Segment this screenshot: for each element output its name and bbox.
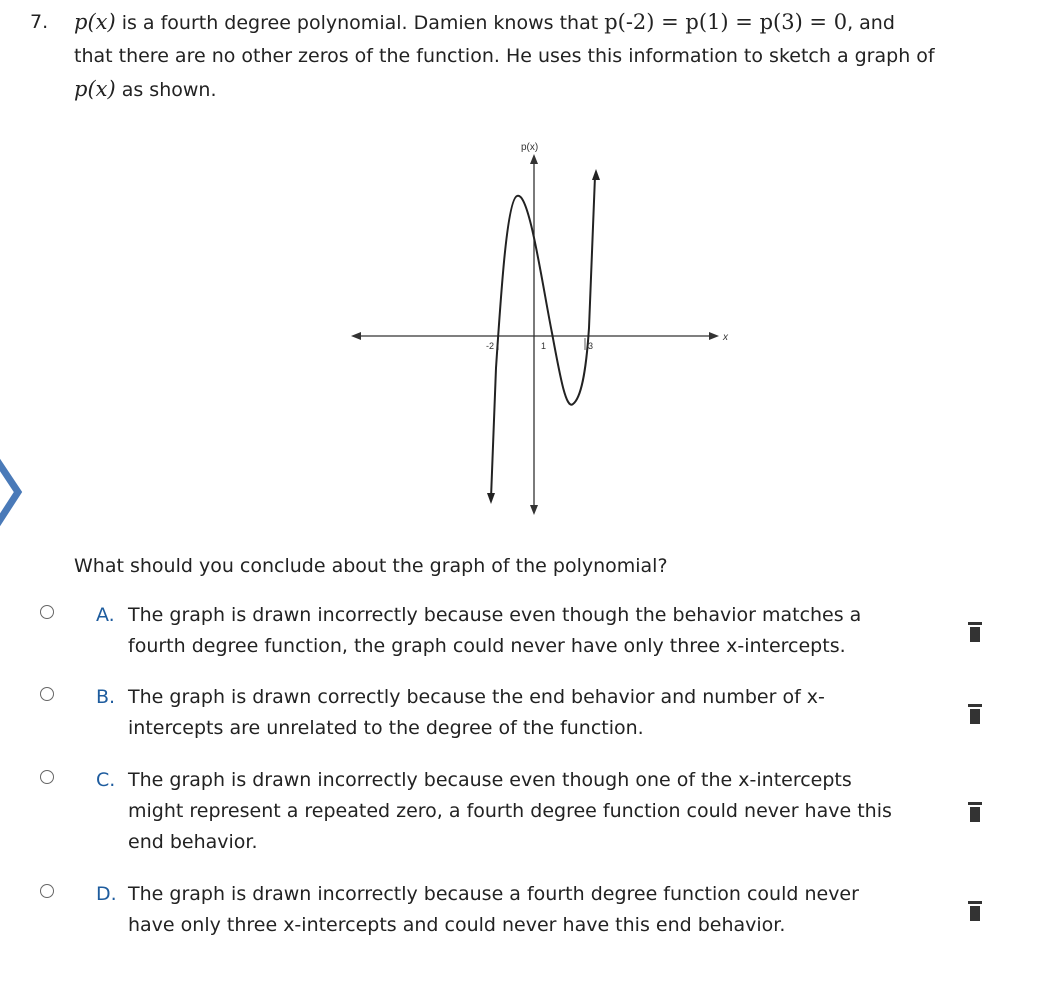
choice-b-line-2: intercepts are unrelated to the degree of the function. [128,717,644,739]
radio-d[interactable] [40,884,54,898]
y-axis-top-arrow [530,154,538,164]
tick-label-neg2: -2 [486,341,495,351]
radio-c[interactable] [40,770,54,784]
tick-label-3: 3 [588,341,594,351]
radio-b[interactable] [40,687,54,701]
polynomial-graph [345,138,740,520]
choice-a-line-2: fourth degree function, the graph could never have only three x-intercepts. [128,635,846,657]
question-prompt: What should you conclude about the graph of the polynomial? [74,555,668,577]
choice-c-line-1: The graph is drawn incorrectly because even though one of the x-intercepts [128,769,852,791]
question-text-3: as shown. [115,79,217,101]
question-line-1 [74,6,1030,40]
radio-a[interactable] [40,605,54,619]
y-axis-bottom-arrow [530,505,538,515]
question-line-3 [74,73,1030,107]
choice-d-line-1: The graph is drawn incorrectly because a fourth degree function could never [128,883,859,905]
question-stem [30,6,1030,107]
x-axis-left-arrow [351,332,361,340]
question-line-2: that there are no other zeros of the function. He uses this information to sketch a graph of [74,45,935,67]
choice-c-line-2: might represent a repeated zero, a fourth degree function could never have this [128,800,892,822]
x-axis-label: x [723,332,728,343]
x-axis-right-arrow [709,332,719,340]
tick-label-1: 1 [541,341,547,351]
polynomial-curve [491,176,595,498]
fn-name: p(x) [74,10,116,34]
trash-icon[interactable] [968,622,982,642]
trash-icon[interactable] [968,704,982,724]
trash-icon[interactable] [968,901,982,921]
zeros-equation: p(-2) = p(1) = p(3) = 0 [604,10,848,34]
question-text-2: , and [847,12,895,34]
chevron-right-icon[interactable] [0,455,24,530]
trash-icon[interactable] [968,802,982,822]
choice-c-line-3: end behavior. [128,831,258,853]
choice-letter: A. [96,604,115,626]
choice-d-line-2: have only three x-intercepts and could never have this end behavior. [128,914,786,936]
choice-text [128,600,958,662]
curve-right-arrow [592,169,600,180]
choice-text [128,765,958,858]
y-axis-label: p(x) [521,142,539,153]
choice-letter: D. [96,883,117,905]
choice-a-line-1: The graph is drawn incorrectly because even though the behavior matches a [128,604,862,626]
choice-text [128,879,958,941]
question-number: 7. [30,11,49,33]
choice-letter: B. [96,686,116,708]
choice-b-line-1: The graph is drawn correctly because the end behavior and number of x- [128,686,825,708]
choice-letter: C. [96,769,116,791]
curve-left-arrow [487,493,495,504]
fn-name-2: p(x) [74,77,116,101]
choice-text [128,682,958,744]
question-text-1: is a fourth degree polynomial. Damien knows that [115,12,605,34]
